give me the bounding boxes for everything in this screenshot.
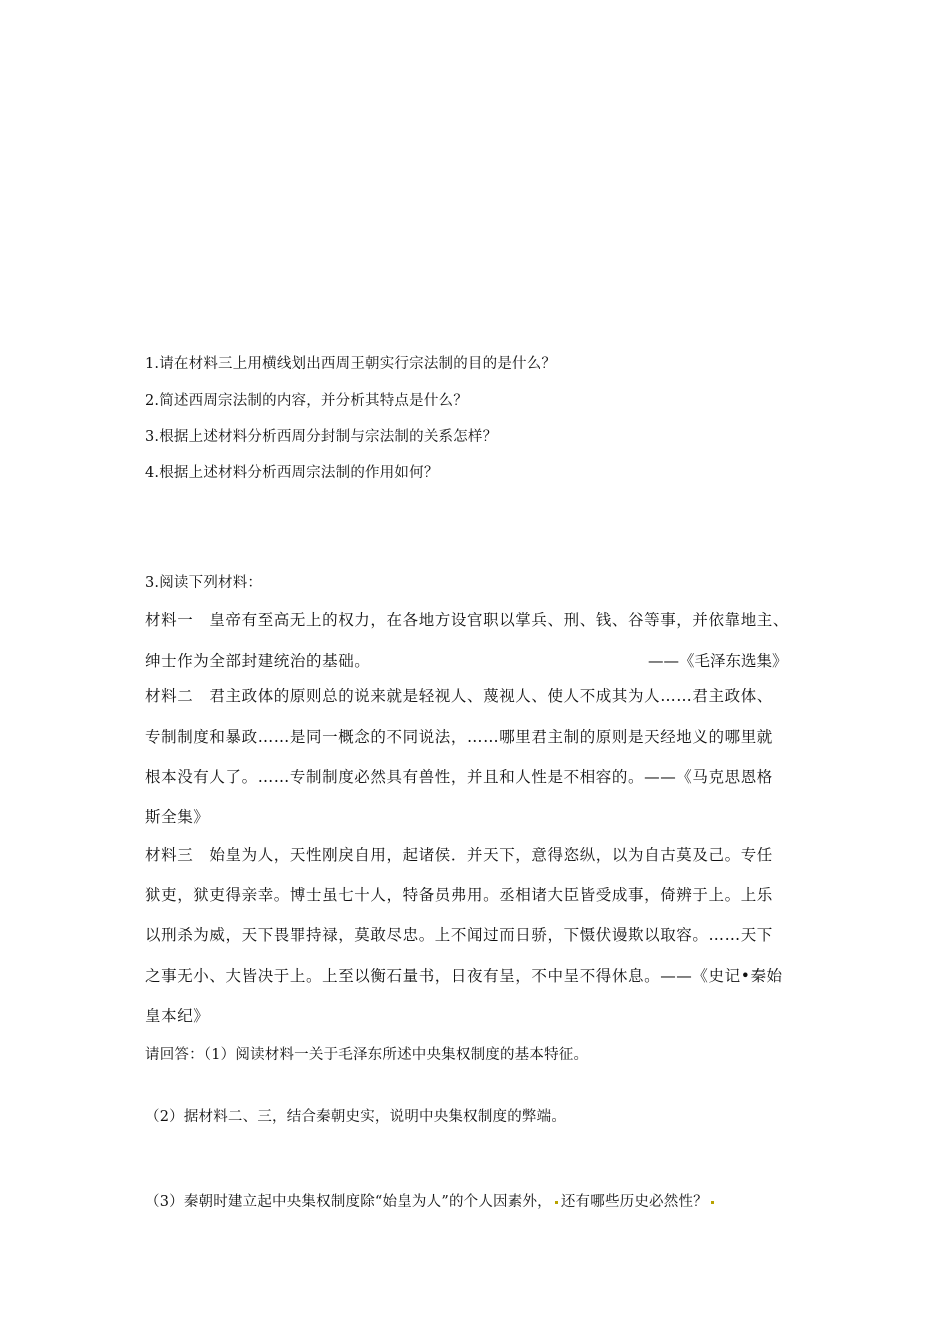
material-2-line-3: 根本没有人了。……专制制度必然具有兽性，并且和人性是不相容的。——《马克思恩格 [145,768,773,786]
section-heading: 3.阅读下列材料： [145,575,263,591]
material-3-line-2: 狱吏，狱吏得亲幸。博士虽七十人，特备员弗用。丞相诸大臣皆受成事，倚辨于上。上乐 [145,886,773,904]
answer-question-3-part-2: 还有哪些历史必然性？ [560,1194,708,1210]
dot-mark [711,1201,714,1204]
question-4: 4.根据上述材料分析西周宗法制的作用如何？ [145,465,439,481]
material-2-line-1: 材料二 君主政体的原则总的说来就是轻视人、蔑视人、使人不成其为人……君主政体、 [145,687,773,705]
answer-question-1: 请回答：（1）阅读材料一关于毛泽东所述中央集权制度的基本特征。 [145,1047,589,1063]
answer-question-3 [145,1190,717,1211]
material-3-line-4: 之事无小、大皆决于上。上至以衡石量书，日夜有呈，不中呈不得休息。——《史记•秦始 [145,967,783,985]
material-3-line-3: 以刑杀为威，天下畏罪持禄，莫敢尽忠。上不闻过而日骄，下慑伏谩欺以取容。……天下 [145,926,773,944]
material-3-line-5: 皇本纪》 [145,1007,210,1025]
question-1: 1.请在材料三上用横线划出西周王朝实行宗法制的目的是什么？ [145,356,557,372]
material-2-line-4: 斯全集》 [145,808,210,826]
material-3-line-1: 材料三 始皇为人，天性刚戾自用，起诸侯．并天下，意得恣纵，以为自古莫及己。专任 [145,846,773,864]
material-1-line-2: 绅士作为全部封建统治的基础。 [145,652,371,670]
answer-question-3-part-1: （3）秦朝时建立起中央集权制度除“始皇为人”的个人因素外， [145,1194,552,1210]
dot-mark [555,1201,558,1204]
question-3: 3.根据上述材料分析西周分封制与宗法制的关系怎样？ [145,429,498,445]
answer-question-2: （2）据材料二、三，结合秦朝史实，说明中央集权制度的弊端。 [145,1109,567,1125]
material-1-line-1: 材料一 皇帝有至高无上的权力，在各地方设官职以掌兵、刑、钱、谷等事，并依靠地主、 [145,611,790,629]
material-2-line-2: 专制制度和暴政……是同一概念的不同说法，……哪里君主制的原则是天经地义的哪里就 [145,728,773,746]
question-2: 2.简述西周宗法制的内容，并分析其特点是什么？ [145,393,468,409]
material-1-source: ——《毛泽东选集》 [648,652,788,670]
